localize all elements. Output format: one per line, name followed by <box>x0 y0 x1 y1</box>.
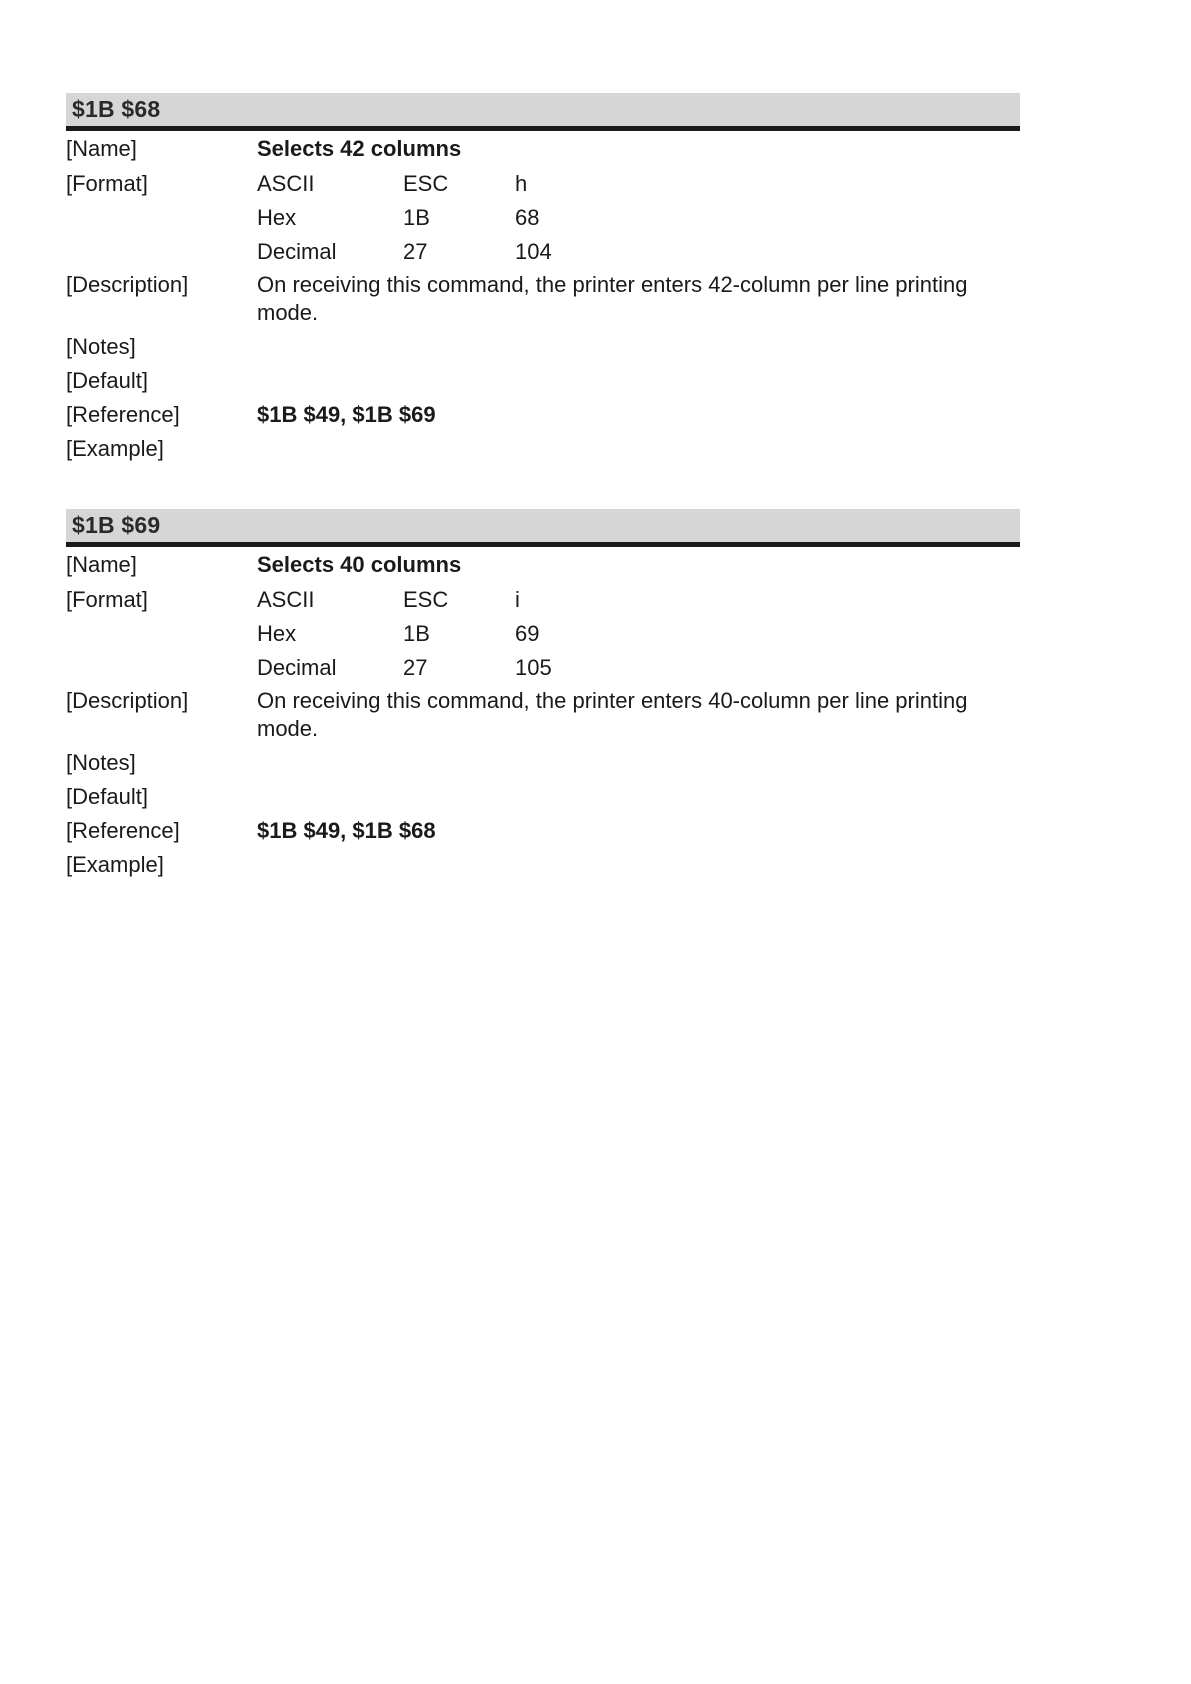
default-row <box>66 367 1020 401</box>
name-label: [Name] <box>66 552 137 577</box>
default-label: [Default] <box>66 784 148 809</box>
format-type: Decimal <box>257 239 337 264</box>
name-label: [Name] <box>66 136 137 161</box>
format-code: ESC <box>403 171 449 196</box>
format-label: [Format] <box>66 587 148 612</box>
reference-text: $1B $49, $1B $69 <box>257 402 436 427</box>
format-param: 68 <box>515 205 540 230</box>
default-row <box>66 783 1020 817</box>
notes-label: [Notes] <box>66 334 136 359</box>
description-text: On receiving this command, the printer enters 40-column per line printing mode. <box>257 688 968 741</box>
format-type: Hex <box>257 621 297 646</box>
example-row <box>66 851 1020 885</box>
notes-label: [Notes] <box>66 750 136 775</box>
description-label: [Description] <box>66 272 189 297</box>
command-section-1b-69 <box>66 509 1020 885</box>
format-hex-line <box>257 204 1017 238</box>
format-param: h <box>515 171 528 196</box>
example-row <box>66 435 1020 469</box>
format-code: 1B <box>403 205 430 230</box>
format-type: ASCII <box>257 587 315 612</box>
name-row <box>66 135 1020 170</box>
reference-label: [Reference] <box>66 402 180 427</box>
format-ascii-line <box>257 586 1017 620</box>
format-code: 27 <box>403 239 428 264</box>
format-decimal-line <box>257 238 1017 271</box>
format-code: 1B <box>403 621 430 646</box>
command-name: Selects 42 columns <box>257 136 462 161</box>
default-label: [Default] <box>66 368 148 393</box>
format-param: i <box>515 587 520 612</box>
format-code: ESC <box>403 587 449 612</box>
format-param: 104 <box>515 239 552 264</box>
format-row <box>66 170 1020 271</box>
reference-text: $1B $49, $1B $68 <box>257 818 436 843</box>
format-type: Hex <box>257 205 297 230</box>
reference-row <box>66 817 1020 851</box>
format-decimal-line <box>257 654 1017 687</box>
description-row <box>66 271 1020 333</box>
notes-row <box>66 749 1020 783</box>
description-row <box>66 687 1020 749</box>
format-type: ASCII <box>257 171 315 196</box>
format-table <box>257 170 1017 271</box>
command-header: $1B $68 <box>66 93 1020 131</box>
command-name: Selects 40 columns <box>257 552 462 577</box>
notes-row <box>66 333 1020 367</box>
format-table <box>257 586 1017 687</box>
example-label: [Example] <box>66 852 164 877</box>
format-type: Decimal <box>257 655 337 680</box>
format-label: [Format] <box>66 171 148 196</box>
command-section-1b-68 <box>66 93 1020 469</box>
command-header: $1B $69 <box>66 509 1020 547</box>
format-hex-line <box>257 620 1017 654</box>
name-row <box>66 551 1020 586</box>
format-param: 105 <box>515 655 552 680</box>
description-label: [Description] <box>66 688 189 713</box>
format-row <box>66 586 1020 687</box>
format-ascii-line <box>257 170 1017 204</box>
reference-label: [Reference] <box>66 818 180 843</box>
description-text: On receiving this command, the printer enters 42-column per line printing mode. <box>257 272 968 325</box>
format-code: 27 <box>403 655 428 680</box>
format-param: 69 <box>515 621 540 646</box>
example-label: [Example] <box>66 436 164 461</box>
reference-row <box>66 401 1020 435</box>
